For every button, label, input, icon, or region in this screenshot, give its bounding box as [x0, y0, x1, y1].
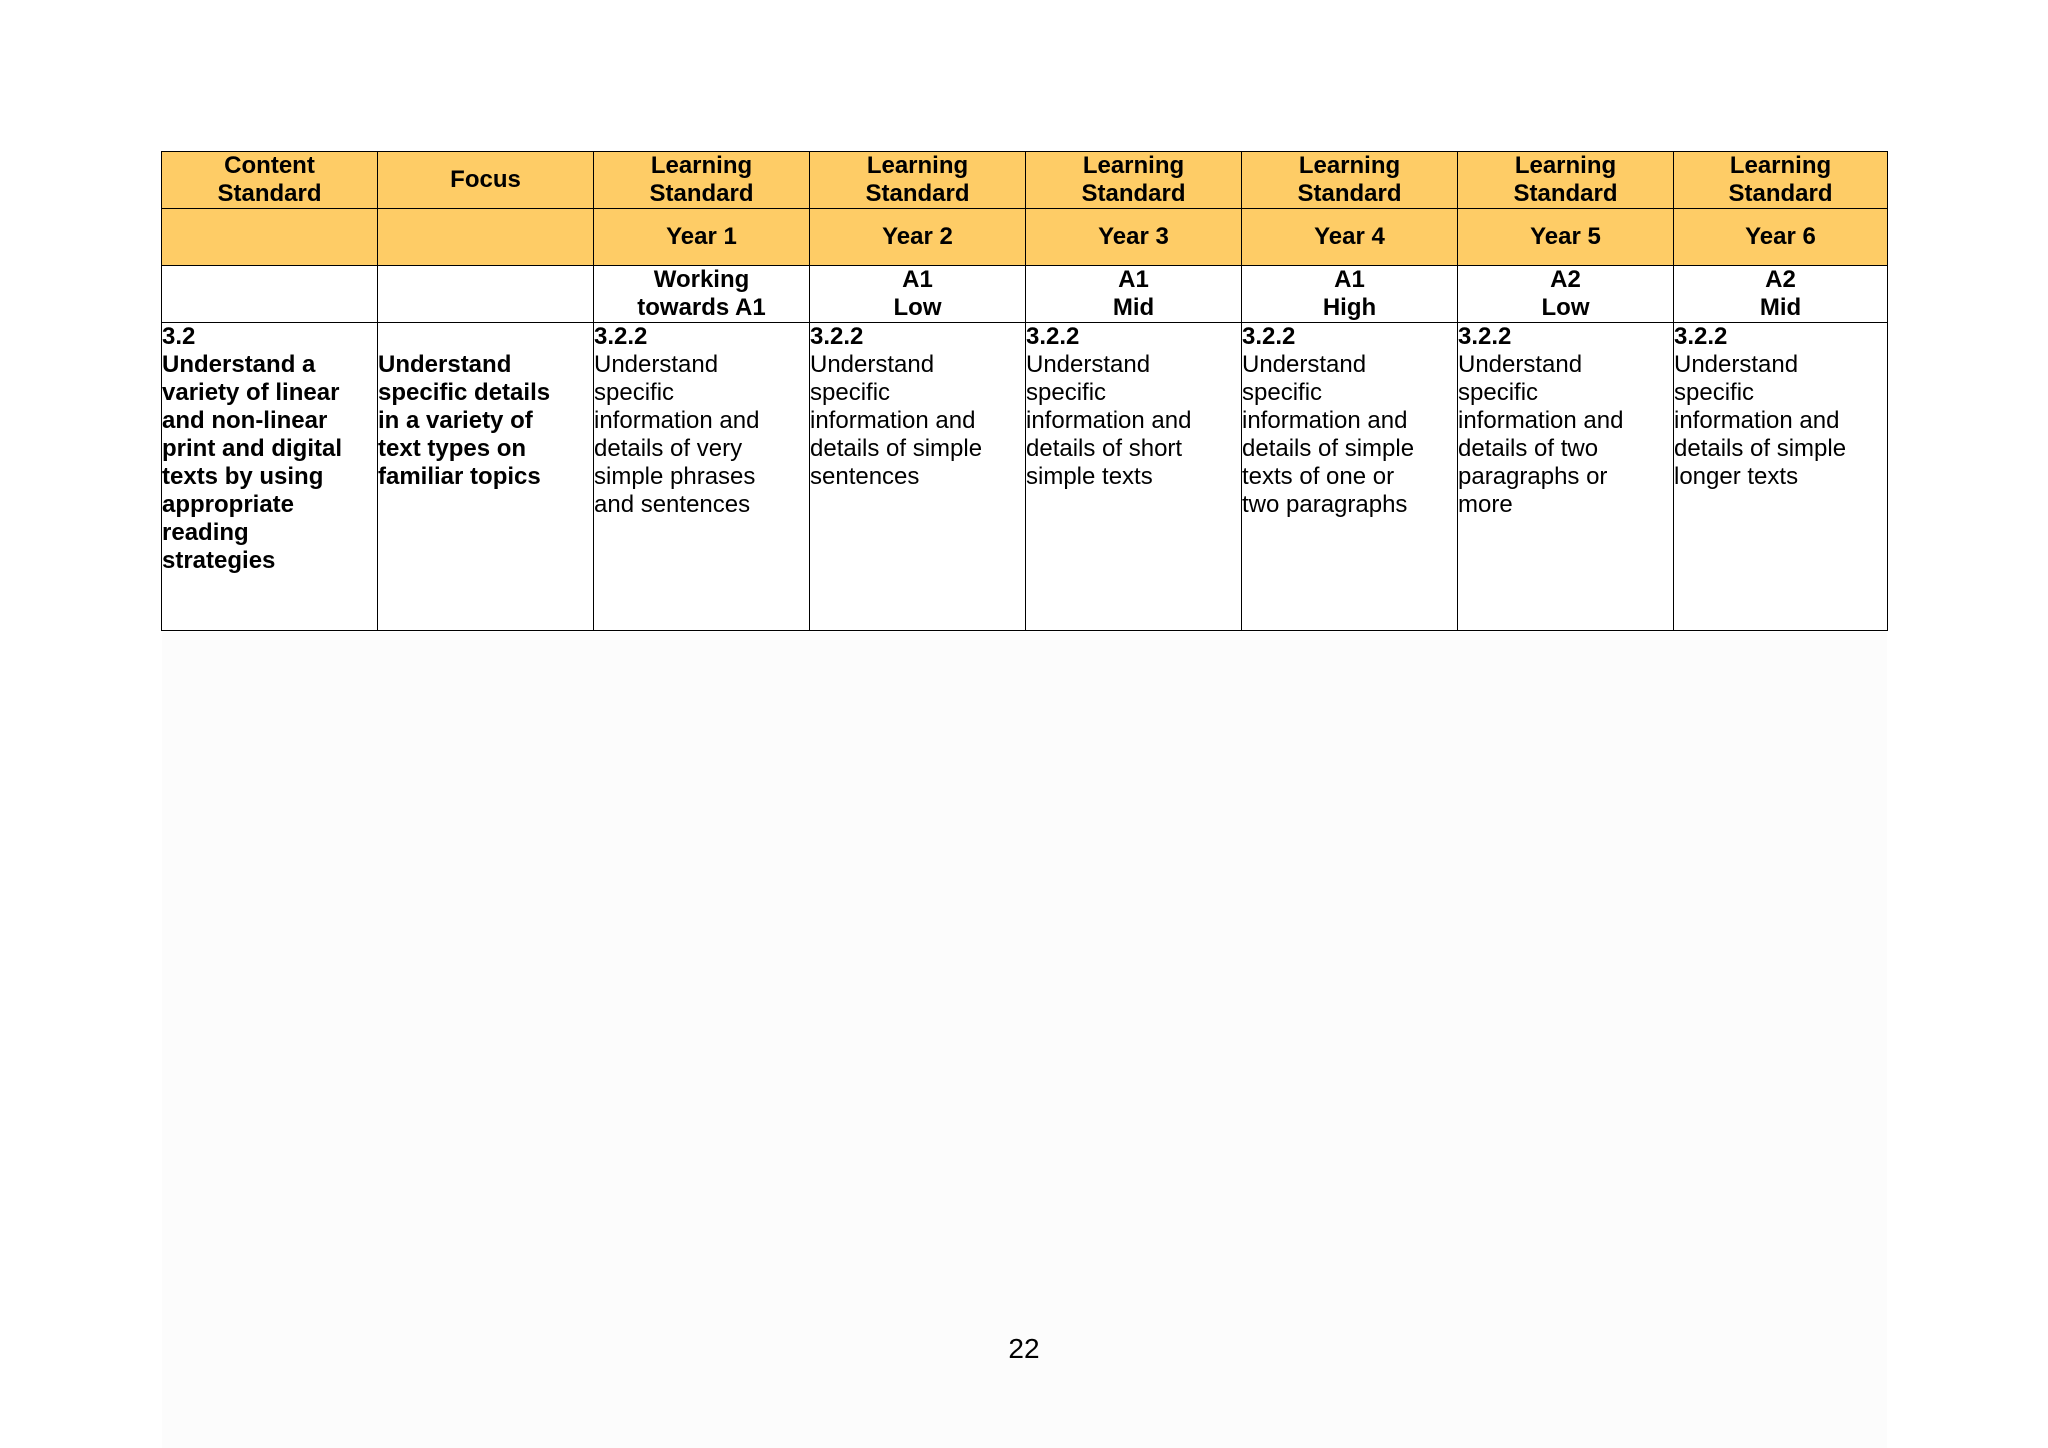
learning-standard-cell — [1026, 323, 1242, 631]
header-learning-standard: Learning Standard — [1026, 152, 1242, 209]
page-number: 22 — [1008, 1333, 1040, 1364]
standard-code: 3.2.2 — [594, 323, 648, 350]
learning-standard-cell — [1674, 323, 1888, 631]
header-learning-standard: Learning Standard — [1242, 152, 1458, 209]
header-learning-standard: Learning Standard — [1458, 152, 1674, 209]
year-cell: Year 6 — [1674, 209, 1888, 266]
standard-text: Understand specific information and details of short simple texts — [1026, 351, 1192, 490]
level-blank-cell — [162, 266, 378, 323]
header-learning-standard: Learning Standard — [810, 152, 1026, 209]
year-cell: Year 4 — [1242, 209, 1458, 266]
year-row — [162, 209, 1888, 266]
header-learning-standard: Learning Standard — [1674, 152, 1888, 209]
header-row — [162, 152, 1888, 209]
standard-code: 3.2.2 — [1242, 323, 1296, 350]
standard-row — [162, 323, 1888, 631]
level-blank-cell — [378, 266, 594, 323]
level-cell: Working towards A1 — [594, 266, 810, 323]
level-row — [162, 266, 1888, 323]
year-cell: Year 1 — [594, 209, 810, 266]
year-cell: Year 2 — [810, 209, 1026, 266]
standard-text: Understand specific information and details of two paragraphs or more — [1458, 351, 1624, 518]
learning-standard-cell — [1458, 323, 1674, 631]
content-standard-text: 3.2 Understand a variety of linear and non-linear print and digital texts by using appropriate reading strategies — [162, 323, 342, 574]
standard-text: Understand specific information and details of simple sentences — [810, 351, 983, 490]
year-cell: Year 3 — [1026, 209, 1242, 266]
standard-code: 3.2.2 — [1026, 323, 1080, 350]
standard-text: Understand specific information and details of simple longer texts — [1674, 351, 1847, 490]
page-background — [162, 632, 1887, 1448]
standard-code: 3.2.2 — [1458, 323, 1512, 350]
level-cell: A2 Mid — [1674, 266, 1888, 323]
focus-text: Understand specific details in a variety of text types on familiar topics — [378, 351, 551, 490]
standard-code: 3.2.2 — [810, 323, 864, 350]
year-blank-cell — [378, 209, 594, 266]
year-cell: Year 5 — [1458, 209, 1674, 266]
level-cell: A1 High — [1242, 266, 1458, 323]
level-cell: A1 Low — [810, 266, 1026, 323]
level-cell: A1 Mid — [1026, 266, 1242, 323]
standard-code: 3.2.2 — [1674, 323, 1728, 350]
level-cell: A2 Low — [1458, 266, 1674, 323]
header-learning-standard: Learning Standard — [594, 152, 810, 209]
learning-standard-cell — [810, 323, 1026, 631]
curriculum-table — [161, 151, 1888, 631]
standard-text: Understand specific information and details of very simple phrases and sentences — [594, 351, 760, 518]
header-focus: Focus — [378, 152, 594, 209]
learning-standard-cell — [594, 323, 810, 631]
learning-standard-cell — [1242, 323, 1458, 631]
header-content-standard: Content Standard — [162, 152, 378, 209]
year-blank-cell — [162, 209, 378, 266]
standard-text: Understand specific information and details of simple texts of one or two paragraphs — [1242, 351, 1415, 518]
focus-cell — [378, 323, 594, 631]
content-standard-cell — [162, 323, 378, 631]
